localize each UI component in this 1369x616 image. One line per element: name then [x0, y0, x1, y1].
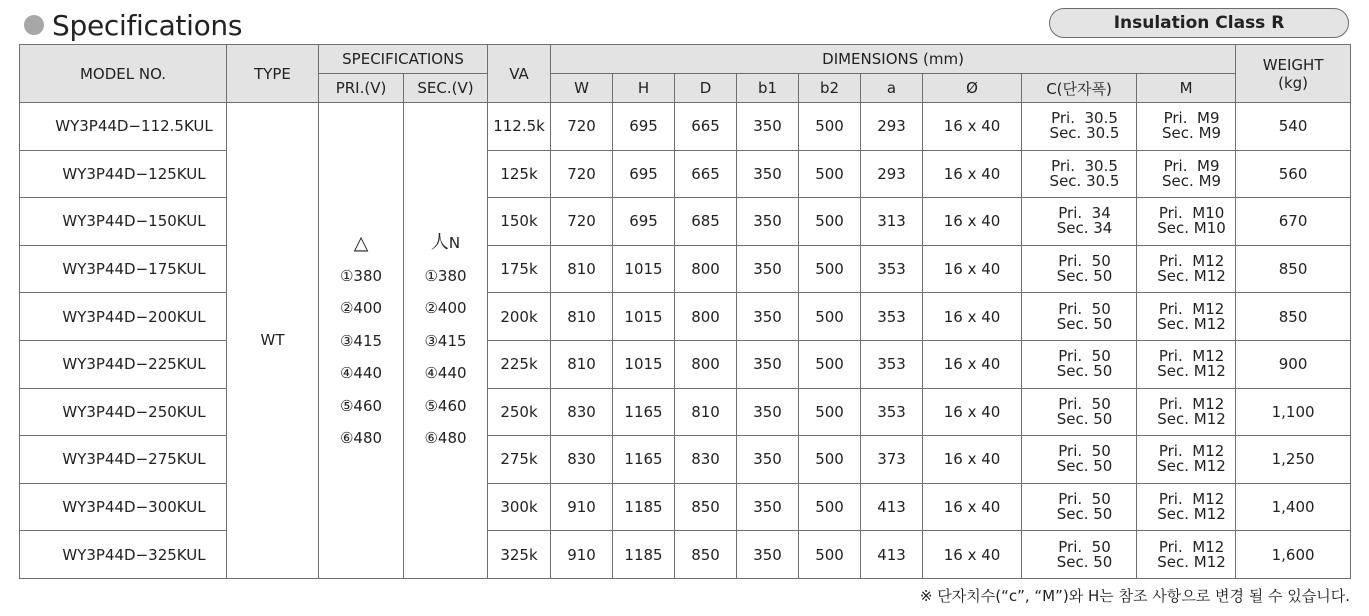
model-cell: WY3P44D−150KUL	[20, 198, 227, 246]
a-cell: 413	[861, 483, 923, 531]
m-cell	[1137, 483, 1236, 531]
header-weight-line2: (kg)	[1278, 73, 1309, 92]
c-pri-value: Pri. 50	[1058, 490, 1111, 509]
o-cell: 16 x 40	[923, 340, 1022, 388]
c-cell	[1022, 531, 1137, 579]
c-sec-value: Sec. 50	[1056, 457, 1113, 476]
weight-cell: 850	[1236, 245, 1351, 293]
o-cell: 16 x 40	[923, 483, 1022, 531]
pri-voltage-option: ⑤460	[339, 396, 383, 415]
c-cell	[1022, 103, 1137, 151]
c-cell	[1022, 483, 1137, 531]
h-cell: 1185	[613, 483, 675, 531]
a-cell: 353	[861, 388, 923, 436]
weight-cell: 900	[1236, 340, 1351, 388]
model-cell: WY3P44D−175KUL	[20, 245, 227, 293]
w-cell: 910	[551, 531, 613, 579]
w-cell: 720	[551, 103, 613, 151]
o-cell: 16 x 40	[923, 388, 1022, 436]
header-va: VA	[488, 45, 551, 103]
d-cell: 810	[675, 388, 737, 436]
m-pri-value: Pri. M9	[1163, 109, 1220, 128]
m-pri-value: Pri. M9	[1163, 156, 1220, 175]
b2-cell: 500	[799, 436, 861, 484]
o-cell: 16 x 40	[923, 103, 1022, 151]
sec-voltage-option: ⑤460	[424, 396, 467, 415]
sec-voltage-cell	[404, 103, 488, 579]
specifications-table	[19, 44, 1351, 579]
header-dimensions: DIMENSIONS (mm)	[551, 45, 1236, 74]
m-cell	[1137, 436, 1236, 484]
m-sec-value: Sec. M10	[1157, 219, 1226, 238]
w-cell: 810	[551, 293, 613, 341]
header-d: D	[675, 74, 737, 103]
d-cell: 800	[675, 293, 737, 341]
sec-voltage-option: ⑥480	[424, 429, 467, 448]
d-cell: 850	[675, 531, 737, 579]
va-cell: 125k	[488, 150, 551, 198]
sec-voltage-option: ①380	[424, 266, 467, 285]
m-cell	[1137, 103, 1236, 151]
a-cell: 413	[861, 531, 923, 579]
o-cell: 16 x 40	[923, 150, 1022, 198]
b1-cell: 350	[737, 436, 799, 484]
c-pri-value: Pri. 50	[1058, 347, 1111, 366]
header-specifications: SPECIFICATIONS	[319, 45, 488, 74]
d-cell: 665	[675, 150, 737, 198]
m-cell	[1137, 293, 1236, 341]
h-cell: 1015	[613, 340, 675, 388]
va-cell: 150k	[488, 198, 551, 246]
b1-cell: 350	[737, 340, 799, 388]
a-cell: 313	[861, 198, 923, 246]
a-cell: 353	[861, 293, 923, 341]
c-pri-value: Pri. 50	[1058, 299, 1111, 318]
c-sec-value: Sec. 50	[1056, 409, 1113, 428]
c-sec-value: Sec. 50	[1056, 552, 1113, 571]
m-pri-value: Pri. M12	[1158, 394, 1225, 413]
va-cell: 225k	[488, 340, 551, 388]
m-pri-value: Pri. M12	[1158, 347, 1225, 366]
pri-voltage-option: ①380	[339, 266, 383, 285]
b2-cell: 500	[799, 531, 861, 579]
pri-voltage-cell	[319, 103, 404, 579]
sec-voltage-list	[404, 226, 487, 455]
d-cell: 685	[675, 198, 737, 246]
weight-cell: 1,400	[1236, 483, 1351, 531]
c-sec-value: Sec. 50	[1056, 267, 1113, 286]
pri-voltage-option: ④440	[339, 364, 383, 383]
b2-cell: 500	[799, 103, 861, 151]
m-sec-value: Sec. M12	[1157, 314, 1226, 333]
c-sec-value: Sec. 50	[1056, 362, 1113, 381]
header-sec: SEC.(V)	[404, 74, 488, 103]
b1-cell: 350	[737, 103, 799, 151]
c-cell	[1022, 198, 1137, 246]
a-cell: 353	[861, 340, 923, 388]
va-cell: 275k	[488, 436, 551, 484]
page-header	[24, 8, 242, 42]
page-title: Specifications	[52, 8, 243, 42]
header-m: M	[1137, 74, 1236, 103]
w-cell: 720	[551, 198, 613, 246]
weight-cell: 1,250	[1236, 436, 1351, 484]
header-b2: b2	[799, 74, 861, 103]
model-cell: WY3P44D−225KUL	[20, 340, 227, 388]
pri-voltage-option: ②400	[339, 299, 383, 318]
w-cell: 910	[551, 483, 613, 531]
b2-cell: 500	[799, 245, 861, 293]
w-cell: 810	[551, 340, 613, 388]
pri-voltage-list	[319, 226, 403, 455]
model-cell: WY3P44D−300KUL	[20, 483, 227, 531]
pri-voltage-option: ⑥480	[339, 429, 383, 448]
c-pri-value: Pri. 50	[1058, 537, 1111, 556]
m-pri-value: Pri. M12	[1158, 490, 1225, 509]
c-sec-value: Sec. 50	[1056, 505, 1113, 524]
model-cell: WY3P44D−125KUL	[20, 150, 227, 198]
table-row	[20, 198, 1351, 246]
m-sec-value: Sec. M9	[1162, 171, 1222, 190]
m-cell	[1137, 150, 1236, 198]
header-h: H	[613, 74, 675, 103]
m-sec-value: Sec. M12	[1157, 505, 1226, 524]
w-cell: 830	[551, 388, 613, 436]
table-row	[20, 483, 1351, 531]
weight-cell: 670	[1236, 198, 1351, 246]
c-sec-value: Sec. 34	[1056, 219, 1113, 238]
model-cell: WY3P44D−250KUL	[20, 388, 227, 436]
m-sec-value: Sec. M12	[1157, 267, 1226, 286]
c-pri-value: Pri. 30.5	[1051, 156, 1118, 175]
h-cell: 1165	[613, 436, 675, 484]
sec-voltage-option: ②400	[424, 299, 467, 318]
o-cell: 16 x 40	[923, 198, 1022, 246]
b1-cell: 350	[737, 483, 799, 531]
table-row	[20, 293, 1351, 341]
model-cell: WY3P44D−275KUL	[20, 436, 227, 484]
d-cell: 830	[675, 436, 737, 484]
d-cell: 850	[675, 483, 737, 531]
header-diameter: Ø	[923, 74, 1022, 103]
type-cell: WT	[227, 103, 319, 579]
model-cell: WY3P44D−112.5KUL	[20, 103, 227, 151]
h-cell: 1015	[613, 245, 675, 293]
m-cell	[1137, 245, 1236, 293]
wye-symbol: 人	[430, 231, 449, 253]
table-row	[20, 436, 1351, 484]
wye-neutral-symbol	[431, 226, 460, 260]
header-pri: PRI.(V)	[319, 74, 404, 103]
table-body	[20, 103, 1351, 579]
o-cell: 16 x 40	[923, 245, 1022, 293]
a-cell: 373	[861, 436, 923, 484]
m-pri-value: Pri. M12	[1158, 442, 1225, 461]
b1-cell: 350	[737, 198, 799, 246]
va-cell: 112.5k	[488, 103, 551, 151]
weight-cell: 1,600	[1236, 531, 1351, 579]
header-type: TYPE	[227, 45, 319, 103]
m-pri-value: Pri. M12	[1158, 537, 1225, 556]
insulation-class-badge: Insulation Class R	[1049, 8, 1349, 38]
b2-cell: 500	[799, 340, 861, 388]
table-row	[20, 245, 1351, 293]
va-cell: 250k	[488, 388, 551, 436]
va-cell: 300k	[488, 483, 551, 531]
weight-cell: 560	[1236, 150, 1351, 198]
c-cell	[1022, 293, 1137, 341]
c-cell	[1022, 150, 1137, 198]
a-cell: 353	[861, 245, 923, 293]
header-weight-line1: WEIGHT	[1262, 55, 1324, 74]
va-cell: 175k	[488, 245, 551, 293]
c-sec-value: Sec. 50	[1056, 314, 1113, 333]
m-pri-value: Pri. M12	[1158, 252, 1225, 271]
m-pri-value: Pri. M12	[1158, 299, 1225, 318]
m-cell	[1137, 340, 1236, 388]
c-cell	[1022, 388, 1137, 436]
b2-cell: 500	[799, 198, 861, 246]
table-row	[20, 388, 1351, 436]
va-cell: 325k	[488, 531, 551, 579]
model-cell: WY3P44D−200KUL	[20, 293, 227, 341]
m-sec-value: Sec. M12	[1157, 409, 1226, 428]
w-cell: 830	[551, 436, 613, 484]
c-pri-value: Pri. 30.5	[1051, 109, 1118, 128]
d-cell: 665	[675, 103, 737, 151]
c-cell	[1022, 245, 1137, 293]
c-sec-value: Sec. 30.5	[1049, 124, 1120, 143]
m-sec-value: Sec. M12	[1157, 362, 1226, 381]
c-pri-value: Pri. 50	[1058, 442, 1111, 461]
header-b1: b1	[737, 74, 799, 103]
m-pri-value: Pri. M10	[1158, 204, 1225, 223]
model-cell: WY3P44D−325KUL	[20, 531, 227, 579]
c-pri-value: Pri. 50	[1058, 252, 1111, 271]
a-cell: 293	[861, 103, 923, 151]
table-row	[20, 150, 1351, 198]
delta-symbol: △	[353, 231, 369, 254]
h-cell: 695	[613, 103, 675, 151]
b2-cell: 500	[799, 293, 861, 341]
weight-cell: 540	[1236, 103, 1351, 151]
b2-cell: 500	[799, 483, 861, 531]
h-cell: 1165	[613, 388, 675, 436]
bullet-circle-icon	[24, 15, 44, 35]
header-model: MODEL NO.	[20, 45, 227, 103]
b1-cell: 350	[737, 531, 799, 579]
va-cell: 200k	[488, 293, 551, 341]
m-cell	[1137, 388, 1236, 436]
b1-cell: 350	[737, 245, 799, 293]
o-cell: 16 x 40	[923, 293, 1022, 341]
c-cell	[1022, 436, 1137, 484]
h-cell: 695	[613, 198, 675, 246]
c-pri-value: Pri. 34	[1058, 204, 1111, 223]
b2-cell: 500	[799, 388, 861, 436]
table-row	[20, 531, 1351, 579]
sec-voltage-option: ③415	[424, 331, 467, 350]
sec-voltage-option: ④440	[424, 364, 467, 383]
o-cell: 16 x 40	[923, 531, 1022, 579]
header-weight	[1236, 45, 1351, 103]
w-cell: 810	[551, 245, 613, 293]
c-cell	[1022, 340, 1137, 388]
c-pri-value: Pri. 50	[1058, 394, 1111, 413]
weight-cell: 1,100	[1236, 388, 1351, 436]
c-sec-value: Sec. 30.5	[1049, 171, 1120, 190]
header-c: C(단자폭)	[1022, 74, 1137, 103]
a-cell: 293	[861, 150, 923, 198]
table-row	[20, 103, 1351, 151]
b1-cell: 350	[737, 388, 799, 436]
h-cell: 1185	[613, 531, 675, 579]
m-cell	[1137, 531, 1236, 579]
b1-cell: 350	[737, 293, 799, 341]
h-cell: 695	[613, 150, 675, 198]
m-sec-value: Sec. M9	[1162, 124, 1222, 143]
d-cell: 800	[675, 340, 737, 388]
w-cell: 720	[551, 150, 613, 198]
b1-cell: 350	[737, 150, 799, 198]
m-cell	[1137, 198, 1236, 246]
m-sec-value: Sec. M12	[1157, 457, 1226, 476]
footnote: ※ 단자치수(“c”, “M”)와 H는 참조 사항으로 변경 될 수 있습니다.	[919, 587, 1350, 605]
header-a: a	[861, 74, 923, 103]
m-sec-value: Sec. M12	[1157, 552, 1226, 571]
d-cell: 800	[675, 245, 737, 293]
h-cell: 1015	[613, 293, 675, 341]
table-row	[20, 340, 1351, 388]
b2-cell: 500	[799, 150, 861, 198]
pri-voltage-option: ③415	[339, 331, 383, 350]
header-w: W	[551, 74, 613, 103]
o-cell: 16 x 40	[923, 436, 1022, 484]
neutral-label: N	[448, 233, 461, 252]
weight-cell: 850	[1236, 293, 1351, 341]
